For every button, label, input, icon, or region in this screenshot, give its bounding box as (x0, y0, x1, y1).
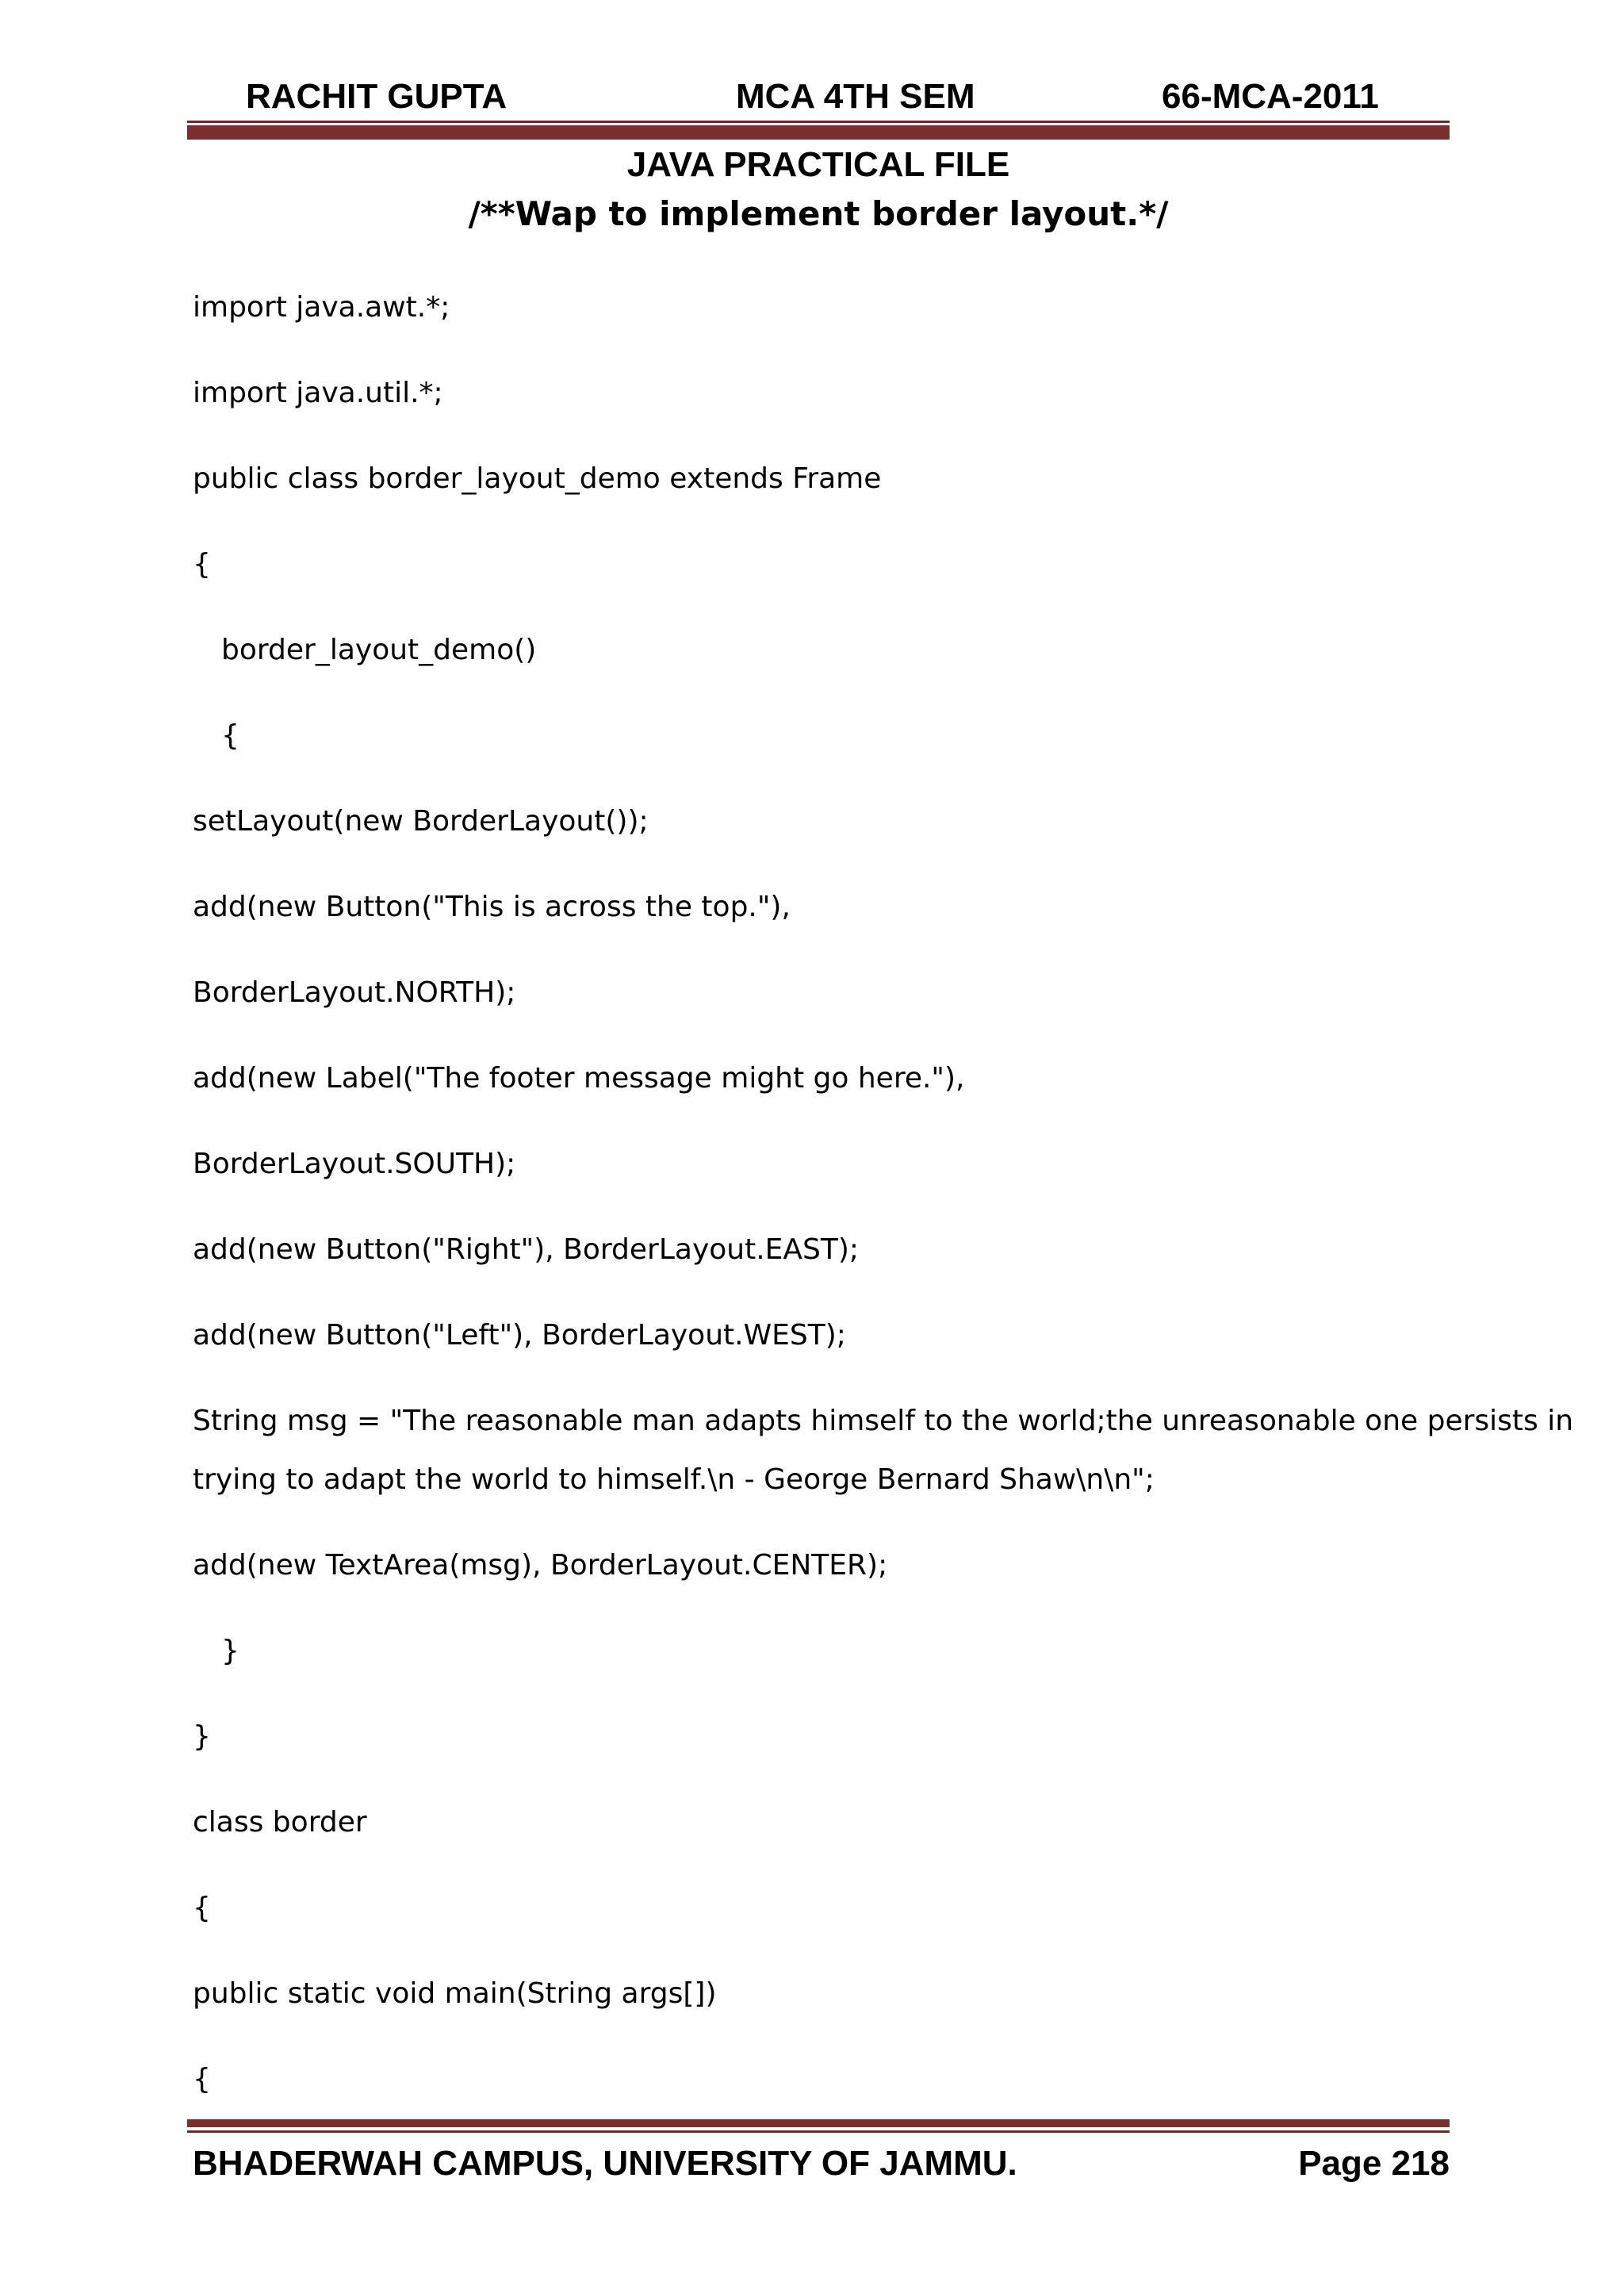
code-line: { (221, 719, 239, 752)
code-line: import java.util.*; (193, 377, 443, 409)
roll-number: 66-MCA-2011 (1162, 77, 1379, 116)
footer-rule-thin (187, 2130, 1450, 2133)
header-rule-thin (187, 121, 1450, 123)
code-line: import java.awt.*; (193, 291, 450, 324)
code-line: add(new Label("The footer message might go here."), (193, 1062, 965, 1095)
page-number: Page 218 (1298, 2144, 1450, 2183)
file-title: JAVA PRACTICAL FILE (626, 145, 1010, 184)
course-name: MCA 4TH SEM (736, 77, 975, 116)
code-line: setLayout(new BorderLayout()); (193, 805, 649, 838)
page-header (187, 73, 1450, 121)
code-line: { (193, 1892, 211, 1924)
code-line: } (221, 1635, 239, 1667)
header-rule-thick (187, 125, 1450, 140)
code-line: } (193, 1720, 211, 1753)
code-line: border_layout_demo() (221, 634, 537, 666)
code-line: add(new Button("Right"), BorderLayout.EAST); (193, 1233, 860, 1266)
page-footer (193, 2140, 1450, 2188)
code-line: add(new TextArea(msg), BorderLayout.CENTER); (193, 1549, 888, 1582)
footer-rule-thick (187, 2119, 1450, 2127)
code-line: public class border_layout_demo extends Frame (193, 462, 882, 495)
institution-name: BHADERWAH CAMPUS, UNIVERSITY OF JAMMU. (193, 2144, 1017, 2183)
code-line: public static void main(String args[]) (193, 1977, 717, 2010)
code-line: add(new Button("Left"), BorderLayout.WEST); (193, 1319, 846, 1352)
author-name: RACHIT GUPTA (246, 77, 508, 116)
code-line: add(new Button("This is across the top."), (193, 891, 791, 923)
code-line: BorderLayout.SOUTH); (193, 1148, 516, 1180)
code-line: { (193, 2063, 211, 2096)
code-line: trying to adapt the world to himself.\n - George Bernard Shaw\n\n"; (193, 1463, 1155, 1496)
code-line: BorderLayout.NORTH); (193, 976, 516, 1009)
code-line: class border (193, 1806, 367, 1839)
code-line: String msg = "The reasonable man adapts himself to the world;the unreasonable one persists in (193, 1405, 1574, 1437)
code-line: { (193, 548, 211, 581)
program-title: /**Wap to implement border layout.*/ (468, 194, 1169, 233)
